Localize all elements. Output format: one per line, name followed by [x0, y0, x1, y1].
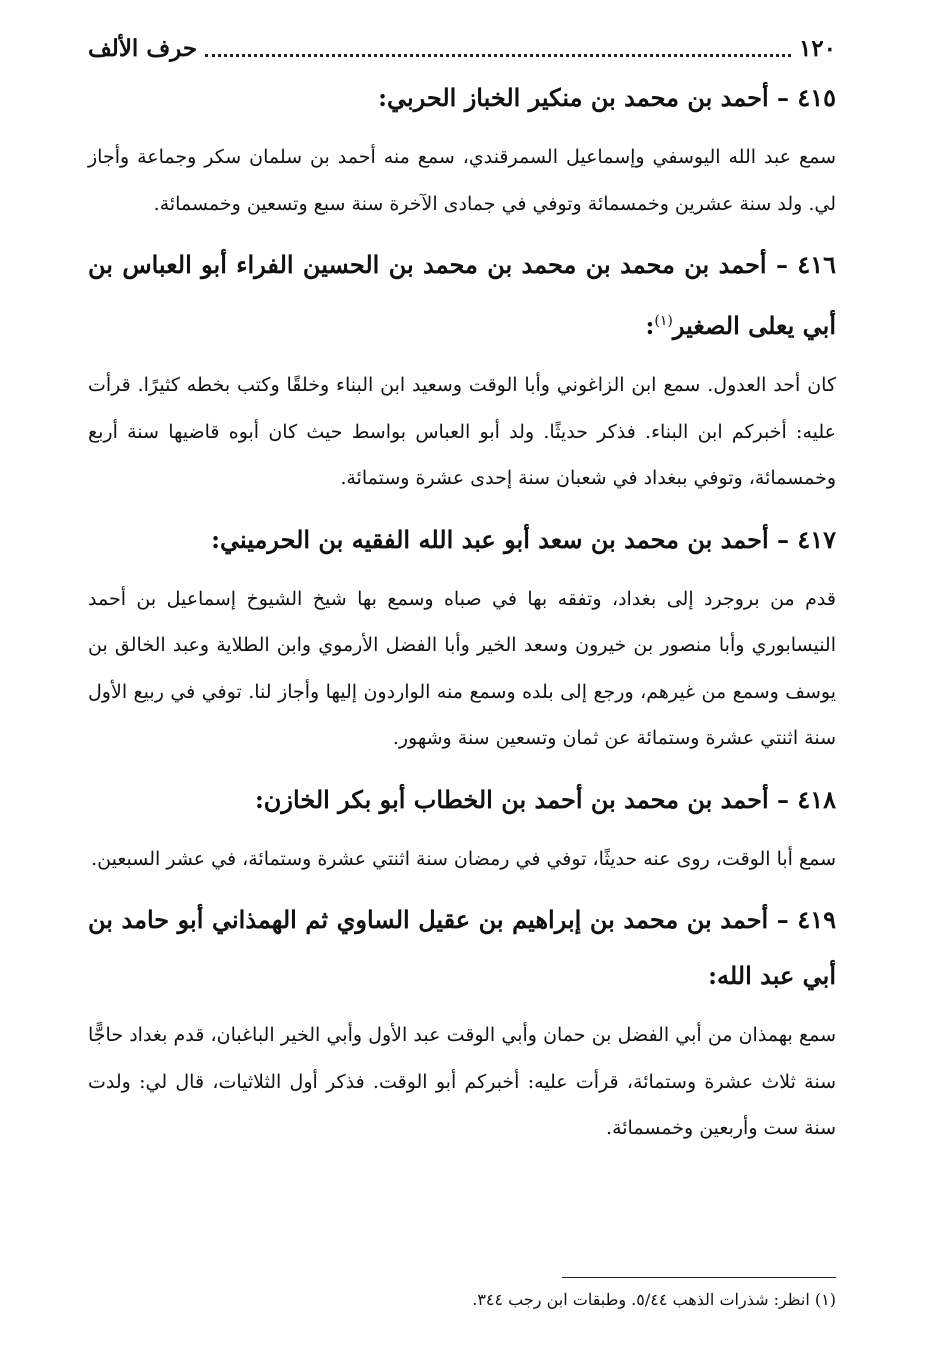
entry-body: سمع بهمذان من أبي الفضل بن حمان وأبي الوقت عبد الأول وأبي الخير الباغبان، قدم بغداد حاجًّا سنة ثلاث عشرة وستمائة، قرأت عليه: أخبركم أبو الوقت. فذكر أول الثلاثيات، قال لي: ولدت سنة ست وأربعين وخمسمائة. — [88, 1024, 836, 1139]
entry-heading: ٤١٨ – أحمد بن محمد بن أحمد بن الخطاب أبو بكر الخازن: — [254, 784, 836, 814]
footnote: (١) انظر: شذرات الذهب ٥/٤٤. وطبقات ابن رجب ٣٤٤. — [472, 1290, 836, 1309]
footnote-reference[interactable]: (١) — [654, 313, 673, 329]
header-dotted-leader — [205, 54, 791, 57]
entry-body: سمع أبا الوقت، روى عنه حديثًا، توفي في رمضان سنة اثنتي عشرة وستمائة، في عشر السبعين. — [91, 847, 836, 870]
entry-heading — [88, 237, 836, 354]
footnote-separator — [562, 1277, 836, 1278]
entry-body: سمع عبد الله اليوسفي وإسماعيل السمرقندي، سمع منه أحمد بن سلمان سكر وجماعة وأجاز لي. ولد سنة عشرين وخمسمائة وتوفي في جمادى الآخرة سنة سبع وتسعين وخمسمائة. — [88, 146, 836, 215]
book-page — [88, 30, 837, 1309]
entry-heading: ٤١٧ – أحمد بن محمد بن سعد أبو عبد الله الفقيه بن الحرميني: — [211, 524, 836, 554]
entry-heading-colon: : — [645, 311, 655, 340]
page-number: ١٢٠ — [798, 35, 836, 62]
entry-heading: ٤١٩ – أحمد بن محمد بن إبراهيم بن عقيل الساوي ثم الهمذاني أبو حامد بن أبي عبد الله: — [88, 905, 836, 990]
entry-body: كان أحد العدول. سمع ابن الزاغوني وأبا الوقت وسعيد ابن البناء وخلقًا وكتب بخطه كثيرًا. قرأت عليه: أخبركم ابن البناء. فذكر حديثًا. ولد أبو العباس بواسط حيث كان أبوه قاضيها سنة أربع وخمسمائة، وتوفي ببغداد في شعبان سنة إحدى عشرة وستمائة. — [88, 374, 837, 489]
entry-heading: ٤١٥ – أحمد بن محمد بن منكير الخباز الحربي: — [378, 83, 836, 112]
entry-heading-text: ٤١٦ – أحمد بن محمد بن محمد بن محمد بن الحسين الفراء أبو العباس بن أبي يعلى الصغير — [88, 250, 836, 340]
entry-body: قدم من بروجرد إلى بغداد، وتفقه بها في صباه وسمع بها شيخ الشيوخ إسماعيل بن أحمد النيسابوري وأبا منصور بن خيرون وسعد الخير وأبا الفضل الأرموي وابن الطلاية وعبد الخالق بن يوسف وسمع من غيرهم، ورجع إلى بلده وسمع منه الواردون إليها وأجاز لنا. توفي في ربيع الأول سنة اثنتي عشرة وستمائة عن ثمان وتسعين سنة وشهور. — [88, 587, 836, 749]
running-header — [88, 30, 836, 66]
section-title: حرف الألف — [88, 35, 198, 62]
